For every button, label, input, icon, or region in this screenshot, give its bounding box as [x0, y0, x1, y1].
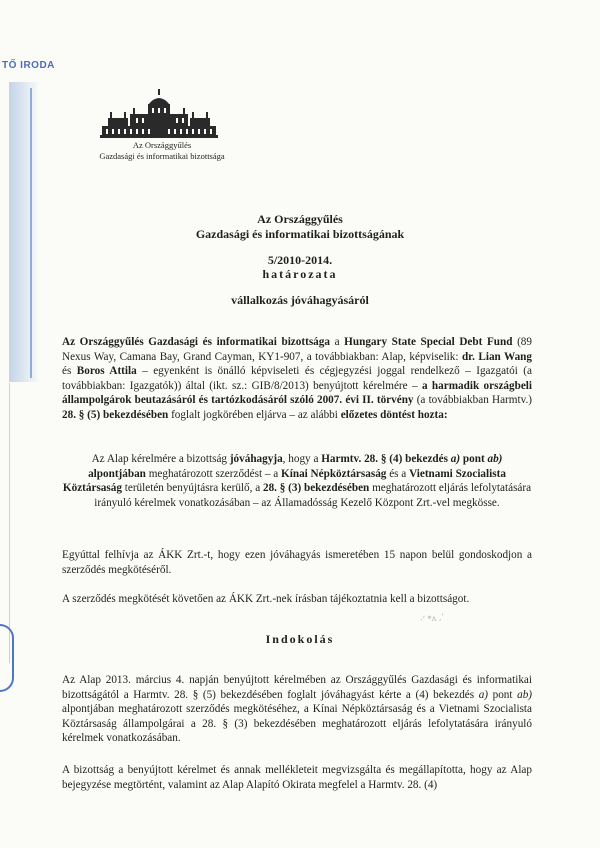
letterhead-line-2: Gazdasági és informatikai bizottsága: [99, 151, 225, 161]
resolution-subject: vállalkozás jóváhagyásáról: [231, 293, 369, 307]
resolution-number: 5/2010-2014.: [267, 253, 333, 267]
decision-paragraph: Az Alap kérelmére a bizottság jóváhagyja, hogy a Harmtv. 28. § (4) bekezdés a) pont ab) alpontjában meghatározott szerződést – a Kínai Népköztársaság és a Vietnami Szocialista Köztársaság területén benyújtásra kerülő, a 28. § (3) bekezdésében meghatározott eljárás lefolytatására irányuló kérelmek vonatkozásában – az Államadósság Kezelő Központ Zrt.-vel megkösse.: [62, 453, 532, 509]
inform-paragraph: A szerződés megkötését követően az ÁKK Zrt.-nek írásban tájékoztatnia kell a bizottságot.: [62, 593, 470, 605]
reasoning-paragraph-1: Az Alap 2013. március 4. napján benyújtott kérelmében az Országgyűlés Gazdasági és informatikai bizottságától a Harmtv. 28. § (5) bekezdésében foglalt jóváhagyást kérte a (4) bekezdés a) pont ab) alpontjában meghatározott szerződés megkötéséhez, a Kínai Népköztársaság és a Vietnami Szocialista Köztársaság állampolgárai a 28. § (3) bekezdésében meghatározott eljárás lefolytatására irányuló kérelmek vonatkozásában.: [62, 674, 533, 744]
letterhead-caption: [52, 140, 272, 162]
letterhead-line-1: Az Országgyűlés: [132, 140, 192, 150]
office-stamp: TŐ IRODA: [2, 60, 55, 71]
intro-paragraph: Az Országgyűlés Gazdasági és informatikai bizottsága a Hungary State Special Debt Fund (89 Nexus Way, Camana Bay, Grand Cayman, KY1-907, a továbbiakban: Alap, képviselik: dr. Lian Wang és Boros Attila – egyenként is önálló képviseleti és cégjegyzési joggal rendelkező – Igazgatói (a továbbiakban: Igazgatók)) által (ikt. sz.: GIB/8/2013) benyújtott kérelmére – a harmadik országbeli állampolgárok beutazásáról és tartózkodásáról szóló 2007. évi II. törvény (a továbbiakban Harmtv.) 28. § (5) bekezdésében foglalt jogkörében eljárva – az alábbi előzetes döntést hozta:: [62, 336, 533, 421]
margin-rule: [9, 383, 10, 663]
reasoning-heading: Indokolás: [265, 632, 335, 646]
resolution-kind: határozata: [262, 267, 338, 281]
pencil-note: ·ʼ *ʌ ,ʼ: [419, 612, 445, 625]
title-line-2: Gazdasági és informatikai bizottságának: [195, 227, 405, 241]
title-line-1: Az Országgyűlés: [257, 212, 343, 226]
parliament-building-logo: [100, 88, 218, 140]
call-paragraph: Egyúttal felhívja az ÁKK Zrt.-t, hogy ezen jóváhagyás ismeretében 15 napon belül gondoskodjon a szerződés megkötéséről.: [62, 549, 532, 576]
reasoning-paragraph-2: A bizottság a benyújtott kérelmet és annak mellékleteit megvizsgálta és megállapította, hogy az Alap bejegyzése megtörtént, valamint az Alap Alapító Okirata megfelel a Harmtv. 28. (4): [62, 764, 532, 791]
